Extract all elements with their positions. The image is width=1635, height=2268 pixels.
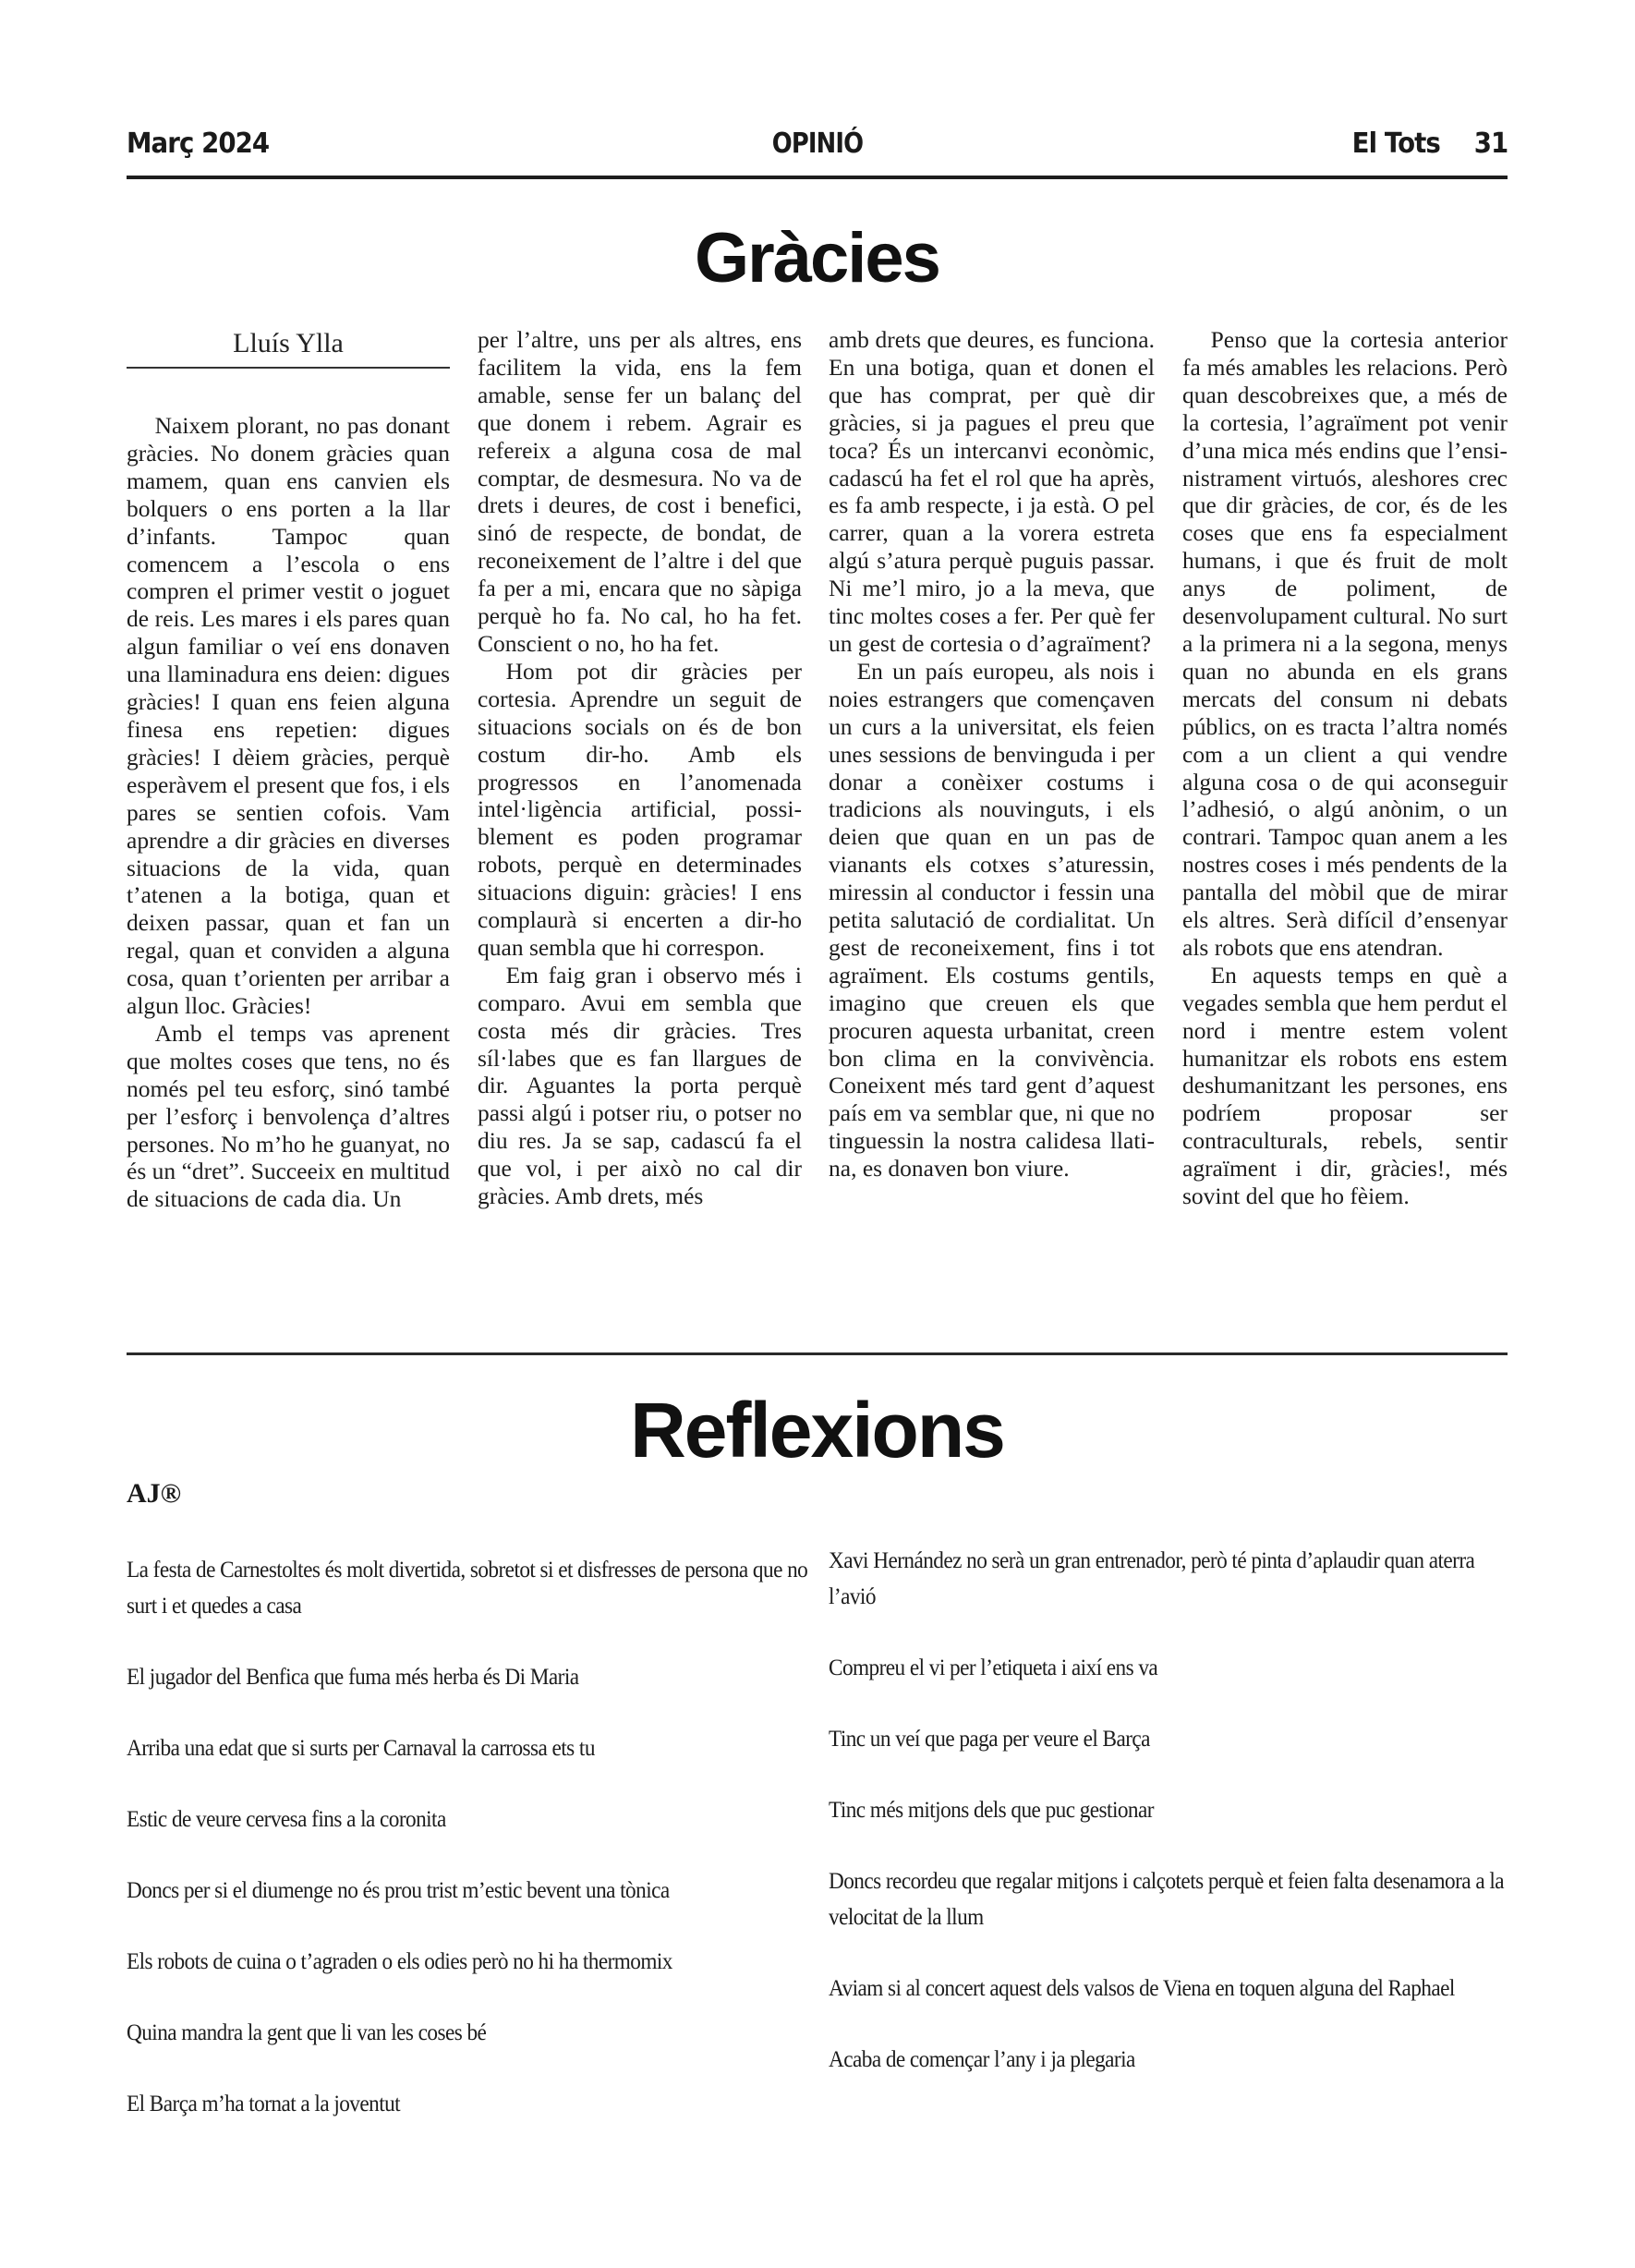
issue-date: Març 2024 [127,127,270,160]
article-column-4 [1182,326,1508,1210]
reflexions-left-list [127,1552,810,2122]
masthead-rule [127,176,1508,179]
masthead [127,127,1508,174]
reflexion-item: Compreu el vi per l’etiqueta i així ens va [829,1656,1158,1680]
reflexion-item: Els robots de cuina o t’agraden o els odies però no hi ha thermomix [127,1949,672,1974]
reflexion-item: La festa de Carnestoltes és molt divertida, sobretot si et disfresses de persona que no surt i et quedes a casa [127,1558,808,1619]
article-title: Gràcies [695,219,939,297]
article-paragraph: per l’altre, uns per als altres, ens facilitem la vida, ens la fem amable, sense fer un balanç del que donem i rebem. Agrair es refereix a alguna cosa de mal comptar, de desmesura. No va de drets i deures, de cost i benefici, sinó de respecte, de bondat, de reconeixement de l’altre i del que fa per a mi, encara que no sàpiga perquè ho fa. No cal, ho ha fet. Conscient o no, ho ha fet. [478,326,802,657]
reflexion-item: Aviam si al concert aquest dels valsos de Viena en toquen alguna del Raphael [829,1976,1455,2001]
article-paragraph: En aquests temps en què a vegades sembla que hem perdut el nord i mentre estem volent humanitzar els robots ens estem deshumanitzant les persones, ens podríem proposar ser contraculturals, rebels, sentir agraïment i dir, gràcies!, més sovint del que ho fèiem. [1182,961,1508,1210]
reflexion-item: Tinc més mitjons dels que puc gestionar [829,1798,1154,1823]
article-paragraph: amb drets que deures, es funciona. En una botiga, quan et donen el que has comprat, per què dir gràcies, si ja pagues el preu que toca? És un intercanvi econòmic, cadascú ha fet el rol que ha après, es fa amb respecte, i ja està. O pel carrer, quan a la vorera estreta algú s’atura perquè puguis passar. Ni me’l miro, jo a la meva, que tinc moltes coses a fer. Per què fer un gest de cortesia o d’agraïment? [829,326,1155,657]
reflexion-item: Acaba de començar l’any i ja plegaria [829,2047,1135,2072]
reflexion-item: Arriba una edat que si surts per Carnaval la carrossa ets tu [127,1736,595,1761]
publication-name: El Tots [1351,127,1440,160]
reflexion-item: Estic de veure cervesa fins a la coronita [127,1807,446,1832]
reflexion-item: Xavi Hernández no serà un gran entrenador, però té pinta d’aplaudir quan aterra l’avió [829,1548,1475,1609]
reflexions-right-list [829,1543,1512,2078]
reflexion-item: Tinc un veí que paga per veure el Barça [829,1727,1150,1752]
article-paragraph: Hom pot dir gràcies per cortesia. Aprendre un seguit de situacions socials on és de bon costum dir-ho. Amb els progressos en l’anomenada intel·ligència artificial, possiblement es poden programar robots, perquè en determinades situacions diguin: gràcies! I ens complaurà si encerten a dir-ho quan sembla que hi correspon. [478,657,802,961]
article-byline: Lluís Ylla [233,328,344,358]
reflexion-item: Doncs per si el diumenge no és prou trist m’estic bevent una tònica [127,1878,670,1903]
article-paragraph: Amb el temps vas aprenent que moltes coses que tens, no és només pel teu esforç, sinó també per l’esforç i benvolença d’altres persones. No m’ho he guanyat, no és un “dret”. Succeeix en multitud de situacions de cada dia. Un [127,1019,450,1213]
article-paragraph: En un país europeu, als nois i noies estrangers que començaven un curs a la universitat, els feien unes sessions de benvinguda i per donar a conèixer costums i tradicions als nouvinguts, i els deien que quan en un pas de vianants els cotxes s’aturessin, miressin al conductor i fessin una petita salutació de cordialitat. Un gest de reconeixement, fins i tot agraïment. Els costums gentils, imagino que creuen els que procuren aquesta urbanitat, creen bon clima en la convivència. Coneixent més tard gent d’aquest país em va semblar que, ni que no tinguessin la nostra calidesa llatina, es donaven bon viure. [829,657,1155,1183]
reflexions-title: Reflexions [630,1387,1004,1474]
article-column-2 [478,326,802,1210]
section-name: OPINIÓ [771,127,863,160]
article-column-1 [127,412,450,1213]
reflexion-item: Quina mandra la gent que li van les coses bé [127,2020,487,2045]
article-paragraph: Em faig gran i observo més i comparo. Avui em sembla que costa més dir gràcies. Tres síl·labes que es fan llargues de dir. Aguantes la porta perquè passi algú i potser riu, o potser no diu res. Ja se sap, cadascú fa el que vol, i per això no cal dir gràcies. Amb drets, més [478,961,802,1210]
reflexion-item: El Barça m’ha tornat a la joventut [127,2092,401,2116]
page-number: 31 [1473,127,1508,160]
article-column-3 [829,326,1155,1183]
reflexion-item: El jugador del Benfica que fuma més herba és Di Maria [127,1665,579,1690]
article-paragraph: Penso que la cortesia anterior fa més amables les relacions. Però quan descobreixes que, a més de la cortesia, l’agraïment pot venir d’una mica més endins que l’ensinistrament virtuós, aleshores crec que dir gràcies, de cor, és de les coses que ens fa especialment humans, i que és fruit de molt anys de poliment, de desenvolupament cultural. No surt a la primera ni a la segona, menys quan no abunda en els grans mercats del consum ni debats públics, on es tracta l’altra només com a un client a qui vendre alguna cosa o de qui aconseguir l’adhesió, o algú anònim, o un contrari. Tampoc quan anem a les nostres coses i més pendents de la pantalla del mòbil que de mirar els altres. Serà difícil d’ensenyar als robots que ens atendran. [1182,326,1508,961]
reflexions-author: AJ® [127,1478,182,1509]
section-divider [127,1352,1508,1355]
reflexion-item: Doncs recordeu que regalar mitjons i calçotets perquè et feien falta desenamora a la velocitat de la llum [829,1869,1504,1930]
article-paragraph: Naixem plorant, no pas donant gràcies. No donem gràcies quan mamem, quan ens canvien els bolquers o ens porten a la llar d’infants. Tampoc quan comencem a l’escola o ens compren el primer vestit o joguet de reis. Les mares i els pares quan algun familiar o veí ens donaven una llaminadura ens deien: digues gràcies! I quan ens feien alguna finesa ens repetien: digues gràcies! I dèiem gràcies, perquè esperàvem el present que fos, i els pares se sentien cofois. Vam aprendre a dir gràcies en diverses situacions de la vida, quan t’atenen a la botiga, quan et deixen passar, quan et fan un regal, quan et conviden a alguna cosa, quan t’orienten per arribar a algun lloc. Gràcies! [127,412,450,1020]
byline-rule [127,367,450,369]
publication-info [1351,127,1508,160]
